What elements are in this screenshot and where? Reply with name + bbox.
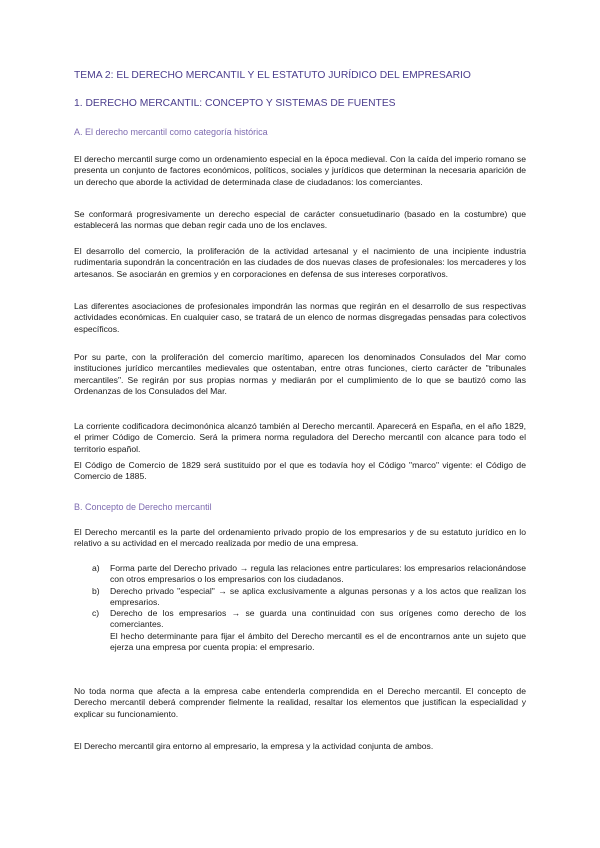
paragraph: La corriente codificadora decimonónica alcanzó también al Derecho mercantil. Aparecerá en España, en el año 1829, el primer Código de Comercio. Será la primera norma reguladora del Derecho mercantil con alcance para todo el territorio español. xyxy=(74,421,526,454)
list-item-text: Forma parte del Derecho privado → regula las relaciones entre particulares: los empresarios relacionándose con otros empresarios o los empresarios con los ciudadanos. xyxy=(110,563,526,585)
paragraph: No toda norma que afecta a la empresa cabe entenderla comprendida en el Derecho mercantil. El concepto de Derecho mercantil deberá comprender fielmente la realidad, resaltar los elementos que justifican la especialidad y explicar su funcionamiento. xyxy=(74,686,526,719)
document-title: TEMA 2: EL DERECHO MERCANTIL Y EL ESTATUTO JURÍDICO DEL EMPRESARIO xyxy=(74,70,471,81)
paragraph: El Código de Comercio de 1829 será sustituido por el que es todavía hoy el Código "marco" vigente: el Código de Comercio de 1885. xyxy=(74,460,526,482)
list-note: El hecho determinante para fijar el ámbito del Derecho mercantil es el de encontrarnos ante un sujeto que ejerza una empresa por cuenta propia: el empresario. xyxy=(110,630,526,653)
section-heading: 1. DERECHO MERCANTIL: CONCEPTO Y SISTEMAS DE FUENTES xyxy=(74,98,396,109)
paragraph: Por su parte, con la proliferación del comercio marítimo, aparecen los denominados Consulados del Mar como instituciones jurídico mercantiles medievales que ostentaban, entre otras funciones, cierto carácter de "tribunales mercantiles". Se regirán por sus propias normas y mediarán por el cumplimiento de lo que se bautizó como las Ordenanzas de los Consulados del Mar. xyxy=(74,352,526,396)
subsection-a-heading: A. El derecho mercantil como categoría histórica xyxy=(74,127,268,137)
list-marker: c) xyxy=(92,608,100,619)
paragraph: El desarrollo del comercio, la proliferación de la actividad artesanal y el nacimiento de una incipiente industria rudimentaria supondrán la concentración en las ciudades de dos nuevas clases de profesionales: los mercaderes y los artesanos. Se asociarán en gremios y en corporaciones en defensa de sus intereses corporativos. xyxy=(74,246,526,279)
list-item xyxy=(92,563,526,586)
paragraph: El derecho mercantil surge como un ordenamiento especial en la época medieval. Con la caída del imperio romano se presenta un conjunto de factores económicos, políticos, sociales y jurídicos que determinan la necesaria aparición de un derecho que aborde la actividad de determinada clase de ciudadanos: los comerciantes. xyxy=(74,154,526,187)
subsection-b-heading: B. Concepto de Derecho mercantil xyxy=(74,502,212,512)
list-marker: b) xyxy=(92,585,100,596)
list-item xyxy=(92,586,526,609)
paragraph: El Derecho mercantil es la parte del ordenamiento privado propio de los empresarios y de su estatuto jurídico en lo relativo a su actividad en el mercado realizada por medio de una empresa. xyxy=(74,527,526,549)
paragraph: Las diferentes asociaciones de profesionales impondrán las normas que regirán en el desarrollo de sus respectivas actividades económicas. En cualquier caso, se tratará de un elenco de normas disgregadas pensadas para colectivos específicos. xyxy=(74,301,526,334)
concept-list xyxy=(92,563,526,653)
paragraph: Se conformará progresivamente un derecho especial de carácter consuetudinario (basado en la costumbre) que establecerá las normas que deban regir cada uno de los enclaves. xyxy=(74,209,526,231)
list-marker: a) xyxy=(92,563,100,573)
list-item-text: Derecho privado "especial" → se aplica exclusivamente a algunas personas y a los actos que realizan los empresarios. xyxy=(110,585,526,607)
list-item xyxy=(92,608,526,653)
paragraph: El Derecho mercantil gira entorno al empresario, la empresa y la actividad conjunta de ambos. xyxy=(74,741,434,751)
list-item-text: Derecho de los empresarios → se guarda una continuidad con sus orígenes como derecho de los comerciantes. xyxy=(110,608,526,630)
